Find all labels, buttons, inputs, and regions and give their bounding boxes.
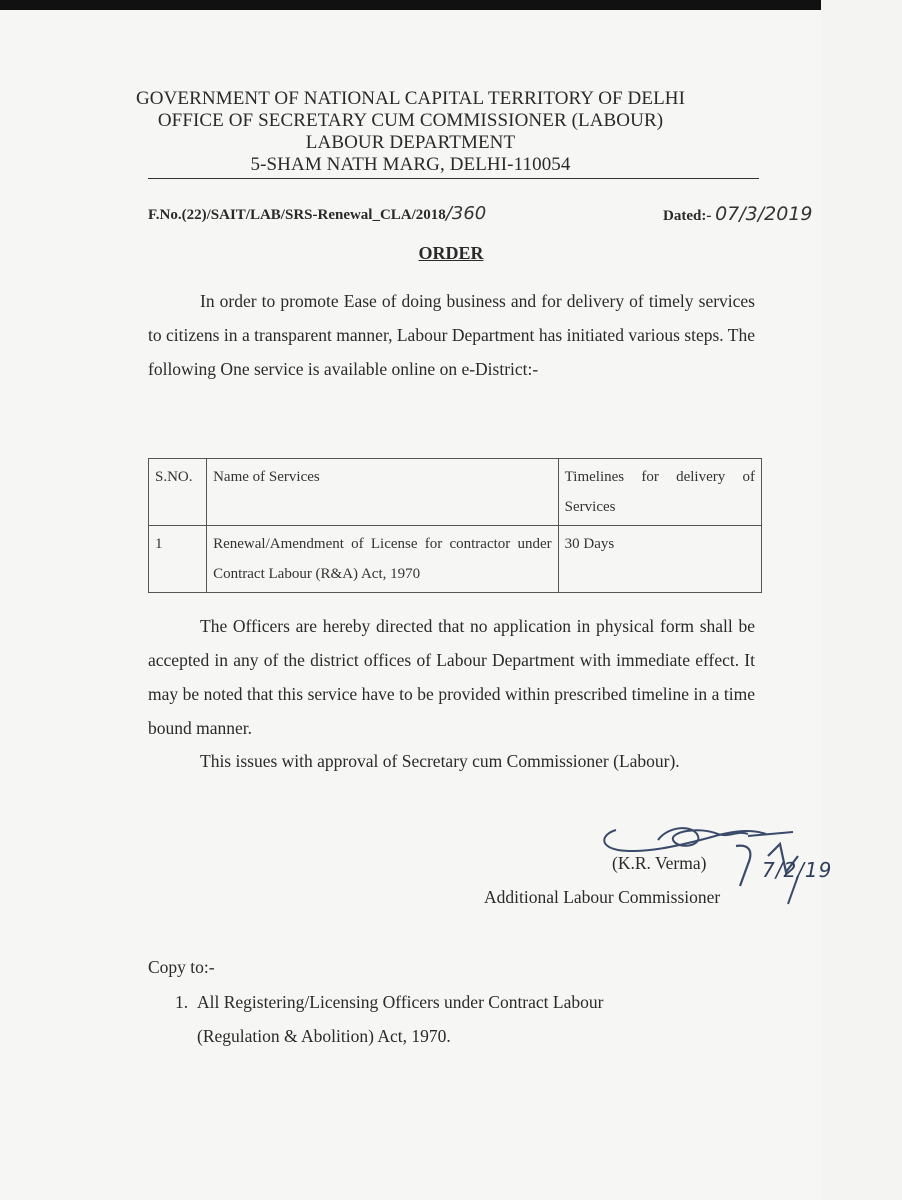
header-timeline: Timelines for delivery of Services (558, 459, 761, 526)
copy-to-item-line1: All Registering/Licensing Officers under Contract Labour (197, 992, 604, 1012)
copy-to-item (175, 985, 735, 1053)
letterhead-line-3: LABOUR DEPARTMENT (305, 132, 516, 153)
services-table (148, 458, 762, 593)
dated-label: Dated:- (663, 208, 712, 224)
table-row (149, 526, 762, 593)
row-sno: 1 (149, 526, 207, 593)
copy-to-label: Copy to:- (148, 957, 215, 977)
letterhead-line-4: 5-SHAM NATH MARG, DELHI-110054 (250, 154, 571, 175)
dated-handwritten: 07/3/2019 (715, 203, 813, 225)
letterhead-rule (148, 178, 759, 179)
table-header-row (149, 459, 762, 526)
dated (663, 203, 813, 225)
paragraph-approval (148, 744, 755, 778)
file-number (148, 203, 486, 224)
row-service-name: Renewal/Amendment of License for contractor under Contract Labour (R&A) Act, 1970 (207, 526, 559, 593)
copy-to-item-line2: (Regulation & Abolition) Act, 1970. (197, 1026, 451, 1046)
paragraph-approval-text: This issues with approval of Secretary cum Commissioner (Labour). (200, 751, 680, 771)
file-number-printed: F.No.(22)/SAIT/LAB/SRS-Renewal_CLA/2018 (148, 207, 446, 223)
paragraph-intro-text: In order to promote Ease of doing business and for delivery of timely services to citizens in a transparent manner, Labour Department has initiated various steps. The following One service is available online on e-District:- (148, 291, 755, 379)
signatory-name: (K.R. Verma) (612, 853, 707, 873)
top-dark-border (0, 0, 821, 10)
header-service-name: Name of Services (207, 459, 559, 526)
file-number-handwritten: /360 (445, 203, 487, 224)
paragraph-directive (148, 609, 755, 745)
copy-to-item-number: 1. (175, 992, 189, 1012)
signatory-designation: Additional Labour Commissioner (484, 887, 721, 907)
letterhead-line-1: GOVERNMENT OF NATIONAL CAPITAL TERRITORY OF DELHI (135, 88, 686, 109)
header-sno: S.NO. (149, 459, 207, 526)
paragraph-directive-text: The Officers are hereby directed that no application in physical form shall be accepted in any of the district offices of Labour Department with immediate effect. It may be noted that this service have to be provided within prescribed timeline in a time bound manner. (148, 616, 755, 738)
paragraph-intro (148, 284, 755, 386)
letterhead-line-2: OFFICE OF SECRETARY CUM COMMISSIONER (LABOUR) (157, 110, 664, 131)
row-timeline: 30 Days (558, 526, 761, 593)
order-title: ORDER (418, 243, 484, 263)
signature-date-handwritten: 7/2/19 (762, 858, 833, 882)
